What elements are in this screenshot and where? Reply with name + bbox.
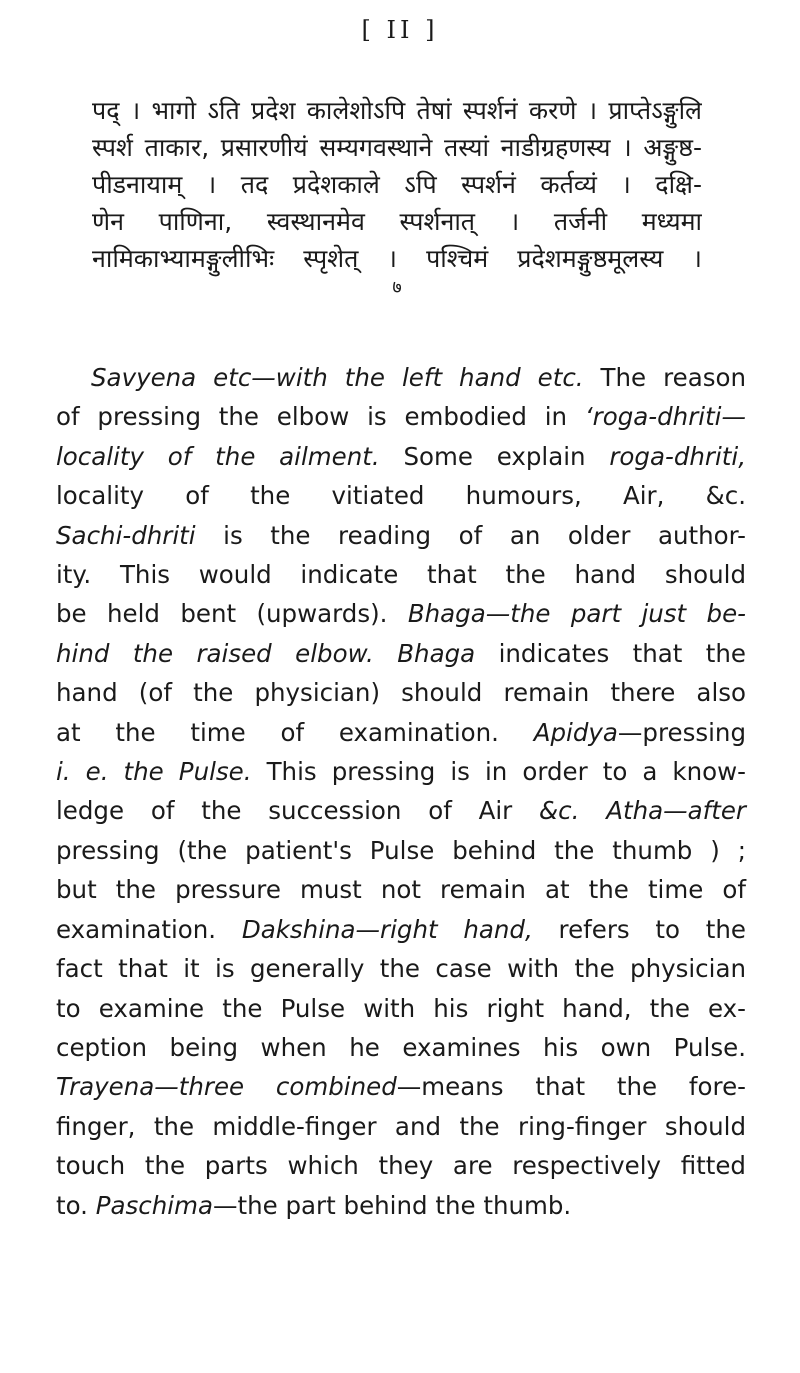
text-line <box>56 713 746 752</box>
text-run: ity. This would indicate that the hand should <box>56 560 746 590</box>
text-run: is the reading of an older author- <box>195 520 746 550</box>
commentary-paragraph <box>56 358 746 1225</box>
text-line <box>56 910 746 949</box>
text-run: examination. <box>56 914 242 944</box>
text-run: of pressing the elbow is embodied in <box>56 402 585 432</box>
text-run: Some explain <box>379 441 610 471</box>
sanskrit-line: पीडनायाम् । तद प्रदेशकाले ऽपि स्पर्शनं कर्तव्यं । दक्षि- <box>92 170 702 199</box>
italic-run: ‘roga-dhriti— <box>584 402 746 432</box>
text-run: finger, the middle-finger and the ring-finger should <box>56 1111 746 1141</box>
sanskrit-line: पद् । भागो ऽति प्रदेश कालेशोऽपि तेषां स्पर्शनं करणे । प्राप्तेऽङ्गुलि <box>92 96 702 125</box>
italic-run: Paschima <box>95 1190 213 1220</box>
italic-run: hind the raised elbow. Bhaga <box>56 638 476 668</box>
italic-run: &c. Atha—after <box>539 796 746 826</box>
text-line <box>56 1186 746 1225</box>
text-run: to examine the Pulse with his right hand, the ex- <box>56 993 746 1023</box>
text-line <box>56 673 746 712</box>
text-line <box>56 476 746 515</box>
text-line <box>56 791 746 830</box>
text-line <box>56 949 746 988</box>
italic-run: locality of the ailment. <box>56 441 380 471</box>
text-line <box>56 989 746 1028</box>
text-line <box>56 634 746 673</box>
text-run: indicates that the <box>475 638 746 668</box>
text-run: to. <box>56 1190 96 1220</box>
page-number: [ II ] <box>361 16 439 44</box>
text-run: locality of the vitiated humours, Air, &c. <box>56 481 746 511</box>
italic-run: Bhaga—the part just be- <box>407 599 746 629</box>
text-line <box>56 555 746 594</box>
text-run: at the time of examination. <box>56 717 534 747</box>
text-run: refers to the <box>532 914 746 944</box>
italic-run: Savyena etc—with the left hand etc. <box>91 363 584 392</box>
text-line <box>56 437 746 476</box>
text-line <box>56 397 746 436</box>
text-run: —means that the fore- <box>396 1072 746 1102</box>
italic-run: roga-dhriti, <box>609 441 746 471</box>
sanskrit-verse <box>92 92 702 299</box>
text-line <box>56 1146 746 1185</box>
text-run: be held bent (upwards). <box>56 599 408 629</box>
italic-run: Dakshina—right hand, <box>241 914 533 944</box>
text-run: hand (of the physician) should remain there also <box>56 678 746 708</box>
text-line <box>56 516 746 555</box>
text-run: The reason <box>583 363 747 392</box>
text-line <box>56 594 746 633</box>
italic-run: Apidya <box>533 717 618 747</box>
text-run: but the pressure must not remain at the time of <box>56 875 746 905</box>
text-run: —the part behind the thumb. <box>213 1190 572 1220</box>
text-run: fact that it is generally the case with the physician <box>56 954 746 984</box>
text-line <box>56 358 746 397</box>
text-run: This pressing is in order to a know- <box>251 757 746 787</box>
text-run: pressing (the patient's Pulse behind the thumb ) ; <box>56 835 746 865</box>
text-line <box>56 1028 746 1067</box>
text-run: ledge of the succession of Air <box>56 796 540 826</box>
text-run: —pressing <box>617 717 746 747</box>
italic-run: Trayena—three combined <box>56 1072 397 1102</box>
text-run: ception being when he examines his own Pulse. <box>56 1032 746 1062</box>
sanskrit-verse-number: ७ <box>392 277 402 298</box>
sanskrit-line: स्पर्श ताकार, प्रसारणीयं सम्यगवस्थाने तस्यां नाडीग्रहणस्य । अङ्गुष्ठ- <box>92 133 702 162</box>
text-run: touch the parts which they are respectively fitted <box>56 1151 746 1181</box>
text-line <box>56 752 746 791</box>
text-line <box>56 1067 746 1106</box>
sanskrit-line: नामिकाभ्यामङ्गुलीभिः स्पृशेत् । पश्चिमं प्रदेशमङ्गुष्ठमूलस्य । <box>92 244 702 273</box>
text-line <box>56 1107 746 1146</box>
text-line <box>56 831 746 870</box>
italic-run: i. e. the Pulse. <box>56 757 252 787</box>
sanskrit-line: णेन पाणिना, स्वस्थानमेव स्पर्शनात् । तर्जनी मध्यमा <box>92 207 702 236</box>
italic-run: Sachi-dhriti <box>56 520 196 550</box>
text-line <box>56 870 746 909</box>
